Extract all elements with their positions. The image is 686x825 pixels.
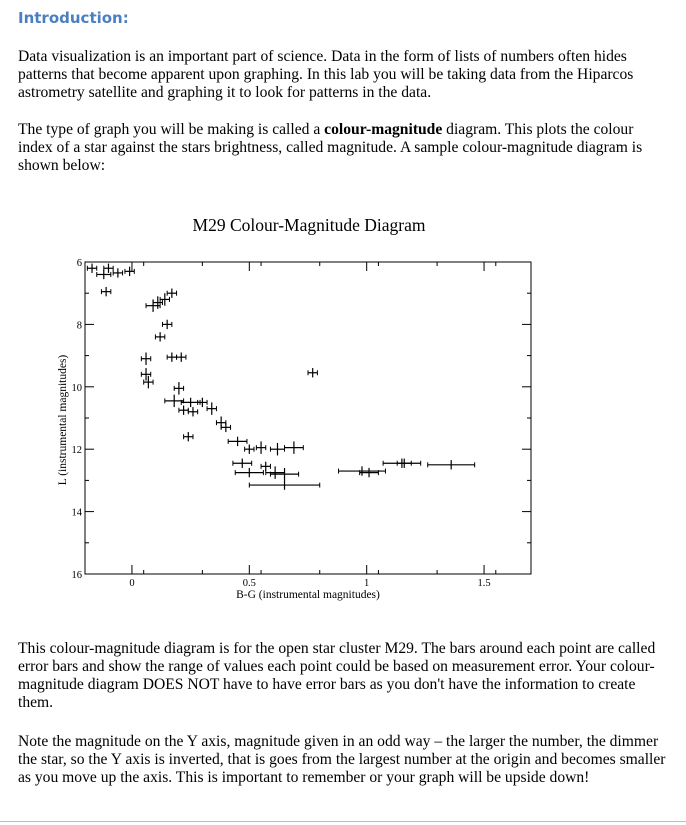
data-point (261, 462, 270, 471)
data-point (101, 287, 110, 296)
x-tick-label: 0.5 (242, 578, 256, 589)
data-point (167, 352, 176, 361)
y-tick-label: 6 (76, 258, 82, 269)
y-tick-labels (72, 258, 83, 581)
data-point (235, 468, 263, 477)
data-point (113, 268, 122, 277)
data-point (397, 459, 411, 468)
data-point (207, 402, 216, 414)
data-point (141, 368, 150, 380)
y-tick-label: 12 (71, 445, 82, 457)
data-point (144, 376, 153, 388)
data-point (104, 264, 113, 273)
data-point (125, 267, 134, 276)
data-point (153, 296, 162, 308)
data-point (87, 264, 96, 273)
y-tick-label: 8 (76, 320, 82, 332)
data-point (245, 445, 254, 454)
data-points (87, 264, 474, 490)
data-point (308, 368, 317, 377)
chart-title: M29 Colour-Magnitude Diagram (192, 215, 426, 235)
data-point (177, 352, 186, 361)
data-point (155, 332, 164, 341)
x-tick-label: 0 (129, 578, 135, 589)
x-tick-labels (129, 578, 490, 589)
axis-ticks (85, 262, 531, 574)
paragraph-text-end: diagram. This plots the colour index of a star against the stars brightness, called magnitude. A sample colour-magnitude diagram is shown below: (18, 121, 643, 174)
plot-frame (85, 262, 531, 574)
x-tick-label: 1.5 (477, 578, 491, 589)
bold-term: colour-magnitude (324, 121, 443, 138)
data-point (198, 398, 207, 407)
data-point (184, 432, 193, 441)
data-point (228, 437, 247, 446)
inverted-axis-note: Note the magnitude on the Y axis, magnitude given in an odd way – the larger the number, the dimmer the star, so the Y axis is inverted, that is goes from the largest number at the origin and becomes smaller as you move up the axis. This is important to remember or your graph will be upside down! (18, 733, 666, 786)
data-point (160, 293, 169, 305)
colour-magnitude-chart (0, 200, 686, 610)
paragraph-text-start: The type of graph you will be making is called a (18, 121, 325, 138)
data-point (221, 423, 230, 432)
data-point (233, 459, 252, 468)
colour-magnitude-paragraph (18, 121, 668, 175)
section-heading: Introduction: (18, 9, 129, 27)
intro-paragraph: Data visualization is an important part of science. Data in the form of lists of numbers often hides patterns that become apparent upon graphing. In this lab you will be taking data from the Hiparcos astrometry satellite and graphing it to look for patterns in the data. (18, 48, 634, 101)
data-point (179, 406, 188, 415)
cluster-paragraph: This colour-magnitude diagram is for the open star cluster M29. The bars around each point are called error bars and show the range of values each point could be based on measurement error. Your colour-magnitude diagram DOES NOT have to have error bars as you don't have the information to create them. (18, 640, 656, 711)
x-tick-label: 1 (364, 578, 370, 589)
data-point (141, 352, 150, 364)
y-tick-label: 10 (71, 382, 82, 394)
data-point (270, 443, 284, 455)
data-point (174, 382, 183, 394)
data-point (167, 289, 176, 298)
data-point (249, 480, 319, 489)
page-divider (0, 821, 686, 822)
y-tick-label: 16 (71, 570, 82, 581)
x-axis-label: B-G (instrumental magnitudes) (236, 589, 380, 601)
data-point (428, 460, 475, 469)
data-point (285, 441, 304, 453)
data-point (162, 320, 171, 329)
y-axis-label: L (instrumental magnitudes) (57, 354, 69, 486)
y-tick-label: 14 (71, 507, 82, 519)
data-point (256, 441, 265, 453)
data-point (188, 407, 197, 416)
data-point (266, 466, 285, 478)
